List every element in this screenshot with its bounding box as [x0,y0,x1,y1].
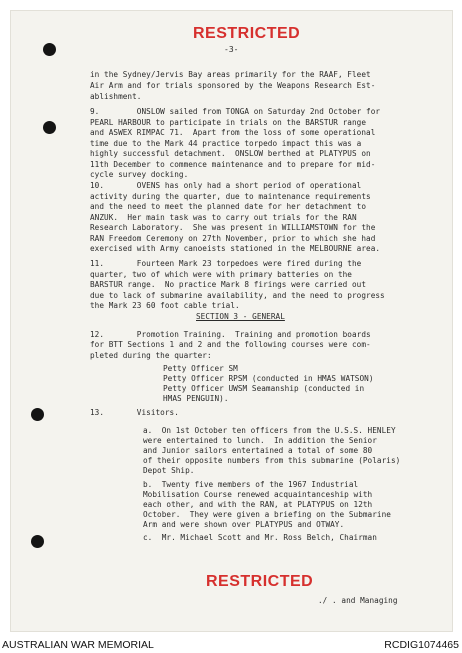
text-line: for BTT Sections 1 and 2 and the following courses were com- [90,340,371,349]
text-line: were entertained to lunch. In addition the Senior [143,436,377,445]
continuation-text: ./ . and Managing [318,596,398,605]
text-line: ANZUK. Her main task was to carry out trials for the RAN [90,213,357,222]
text-line: c. Mr. Michael Scott and Mr. Ross Belch, Chairman [143,533,377,542]
text-line: activity during the quarter, due to maintenance requirements [90,192,371,201]
archive-footer [0,637,462,653]
section-heading: SECTION 3 - GENERAL [196,312,285,321]
text-line: b. Twenty five members of the 1967 Industrial [143,480,359,489]
text-line: a. On 1st October ten officers from the U.S.S. HENLEY [143,426,396,435]
text-line: PEARL HARBOUR to participate in trials on the BARSTUR range [90,118,367,127]
text-line: HMAS PENGUIN). [163,394,229,403]
restricted-stamp-top: RESTRICTED [193,25,301,42]
text-line: and Junior sailors entertained a total of some 80 [143,446,373,455]
text-line: Petty Officer UWSM Seamanship (conducted in [163,384,365,393]
text-line: Research Laboratory. She was present in WILLIAMSTOWN for the [90,223,376,232]
text-line: and ASWEX RIMPAC 71. Apart from the loss of some operational [90,128,376,137]
text-line: Petty Officer RPSM (conducted in HMAS WATSON) [163,374,374,383]
punch-hole [43,43,56,56]
text-line: and the need to meet the planned date for her detachment to [90,202,367,211]
text-line: each other, and with the RAN, at PLATYPUS on 12th [143,500,373,509]
text-line: 11th December to commence maintenance and to prepare for mid- [90,160,376,169]
text-line: of their opposite numbers from this submarine (Polaris) [143,456,401,465]
text-line: BARSTUR range. No practice Mark 8 firings were carried out [90,280,367,289]
text-line: ablishment. [90,92,142,101]
restricted-stamp-bottom: RESTRICTED [206,573,314,590]
text-line: 10. OVENS has only had a short period of operational [90,181,362,190]
text-line: 9. ONSLOW sailed from TONGA on Saturday 2nd October for [90,107,381,116]
text-line: the Mark 23 60 foot cable trial. [90,301,240,310]
text-line: pleted during the quarter: [90,351,212,360]
page-number: -3- [224,45,239,54]
text-line: RAN Freedom Ceremony on 27th November, prior to which she had [90,234,376,243]
text-line: quarter, two of which were with primary batteries on the [90,270,352,279]
text-line: 11. Fourteen Mark 23 torpedoes were fired during the [90,259,362,268]
text-line: Mobilisation Course renewed acquaintanceship with [143,490,373,499]
text-line: October. They were given a briefing on the Submarine [143,510,391,519]
text-line: cycle survey docking. [90,170,189,179]
text-line: Air Arm and for trials sponsored by the Weapons Research Est- [90,81,376,90]
text-line: highly successful detachment. ONSLOW berthed at PLATYPUS on [90,149,371,158]
text-line: Depot Ship. [143,466,195,475]
text-line: 12. Promotion Training. Training and promotion boards [90,330,371,339]
text-line: 13. Visitors. [90,408,179,417]
footer-record-id: RCDIG1074465 [384,639,459,651]
text-line: time due to the Mark 44 practice torpedo impact this was a [90,139,362,148]
text-line: Arm and were shown over PLATYPUS and OTWAY. [143,520,345,529]
text-line: in the Sydney/Jervis Bay areas primarily for the RAAF, Fleet [90,70,371,79]
text-line: Petty Officer SM [163,364,238,373]
text-line: due to lack of submarine availability, and the need to progress [90,291,385,300]
footer-institution: AUSTRALIAN WAR MEMORIAL [2,639,154,651]
text-line: exercised with Army canoeists stationed in the MELBOURNE area. [90,244,381,253]
